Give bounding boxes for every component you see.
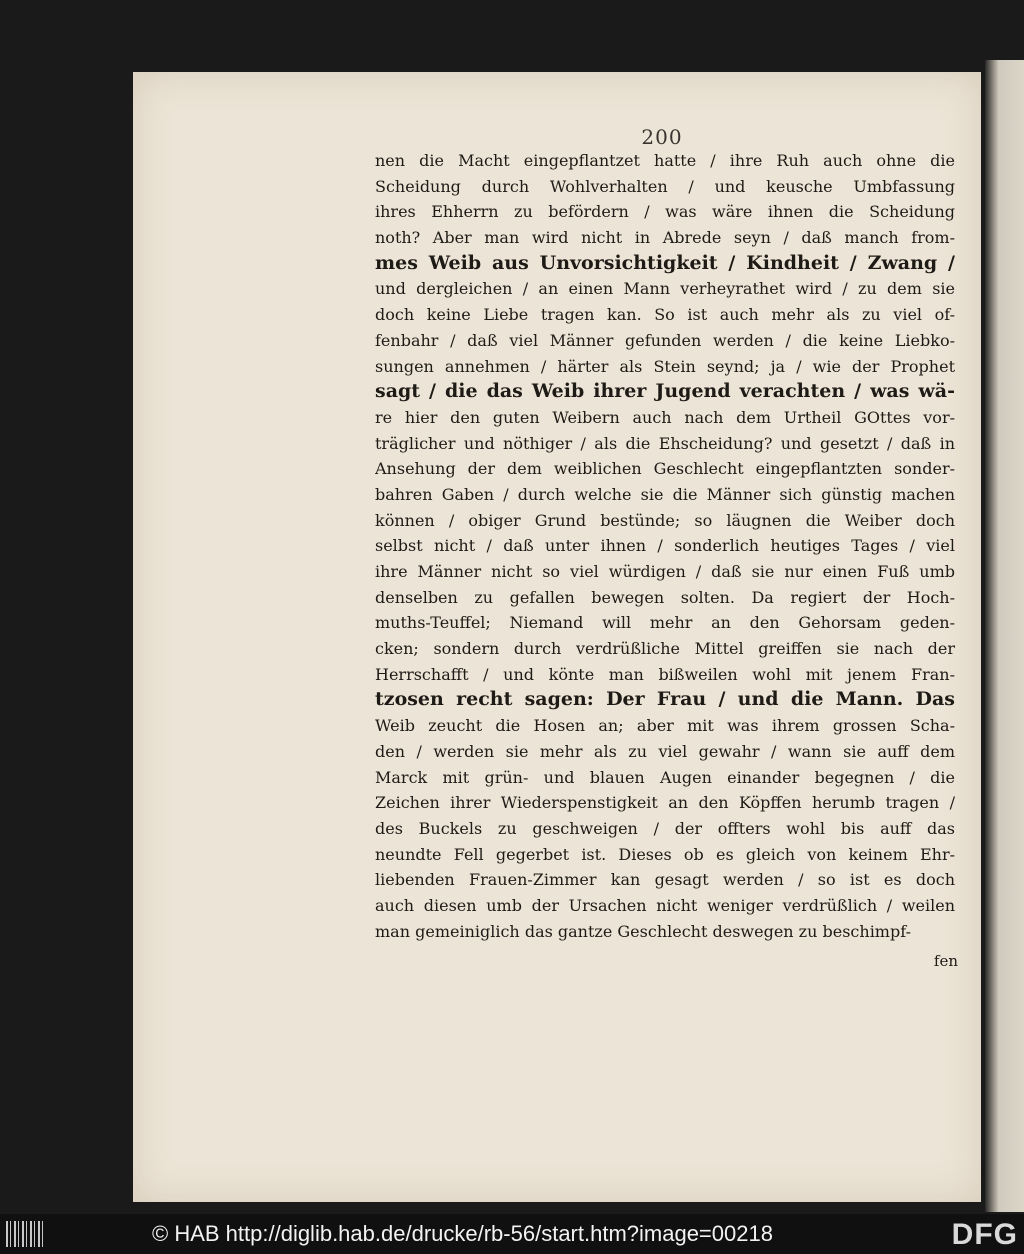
text-line: können / obiger Grund bestünde; so läugnen die Weiber doch	[375, 510, 955, 530]
footer-bar	[0, 1214, 1024, 1254]
page-number: 200	[641, 125, 683, 149]
catchword: fen	[933, 952, 958, 970]
text-line: denselben zu gefallen bewegen solten. Da regiert der Hoch-	[375, 587, 955, 607]
adjacent-page-edge	[985, 60, 1024, 1212]
text-line: den / werden sie mehr als zu viel gewahr / wann sie auff dem	[375, 741, 955, 761]
dfg-logo: DFG	[951, 1218, 1018, 1251]
text-line: Weib zeucht die Hosen an; aber mit was ihrem grossen Scha-	[375, 716, 955, 736]
text-line: Zeichen ihrer Wiederspenstigkeit an den Köpffen herumb tragen /	[375, 793, 955, 813]
text-line: ihre Männer nicht so viel würdigen / daß sie nur einen Fuß umb	[375, 562, 955, 581]
page-text	[375, 148, 955, 944]
copyright-link[interactable]: © HAB http://diglib.hab.de/drucke/rb-56/start.htm?image=00218	[152, 1221, 773, 1246]
text-line: tzosen recht sagen: Der Frau / und die Mann. Das	[375, 688, 955, 711]
text-line: liebenden Frauen-Zimmer kan gesagt werden / so ist es doch	[375, 870, 955, 890]
text-line: muths-Teuffel; Niemand will mehr an den Gehorsam geden-	[375, 613, 955, 633]
text-line: Herrschafft / und könte man bißweilen wohl mit jenem Fran-	[375, 664, 955, 684]
text-line: man gemeiniglich das gantze Geschlecht deswegen zu beschimpf-	[375, 921, 911, 941]
text-line: und dergleichen / an einen Mann verheyrathet wird / zu dem sie	[375, 279, 955, 299]
text-line: ihres Ehherrn zu befördern / was wäre ihnen die Scheidung	[375, 202, 955, 222]
text-line: noth? Aber man wird nicht in Abrede seyn / daß manch from-	[375, 228, 955, 248]
text-line: sagt / die das Weib ihrer Jugend verachten / was wä-	[375, 380, 955, 403]
text-line: re hier den guten Weibern auch nach dem Urtheil GOttes vor-	[375, 407, 955, 427]
text-line: selbst nicht / daß unter ihnen / sonderlich heutiges Tages / viel	[375, 536, 955, 556]
text-line: mes Weib aus Unvorsichtigkeit / Kindheit / Zwang /	[375, 251, 955, 274]
text-line: neundte Fell gegerbet ist. Dieses ob es gleich von keinem Ehr-	[375, 844, 955, 864]
text-line: nen die Macht eingepflantzet hatte / ihre Ruh auch ohne die	[375, 151, 955, 170]
text-line: träglicher und nöthiger / als die Ehscheidung? und gesetzt / daß in	[375, 433, 955, 453]
text-line: Ansehung der dem weiblichen Geschlecht eingepflantzten sonder-	[375, 459, 955, 479]
text-line: bahren Gaben / durch welche sie die Männer sich günstig machen	[375, 484, 955, 504]
text-line: doch keine Liebe tragen kan. So ist auch mehr als zu viel of-	[375, 305, 955, 325]
text-line: auch diesen umb der Ursachen nicht weniger verdrüßlich / weilen	[375, 895, 955, 915]
text-line: sungen annehmen / härter als Stein seynd; ja / wie der Prophet	[375, 356, 955, 376]
text-line: des Buckels zu geschweigen / der offters wohl bis auff das	[375, 818, 955, 838]
text-line: fenbahr / daß viel Männer gefunden werden / die keine Liebko-	[375, 330, 955, 350]
text-line: Marck mit grün- und blauen Augen einander begegnen / die	[375, 767, 955, 787]
text-line: cken; sondern durch verdrüßliche Mittel greiffen sie nach der	[375, 639, 955, 659]
barcode-icon	[6, 1221, 46, 1247]
text-line: Scheidung durch Wohlverhalten / und keusche Umbfassung	[375, 176, 955, 196]
